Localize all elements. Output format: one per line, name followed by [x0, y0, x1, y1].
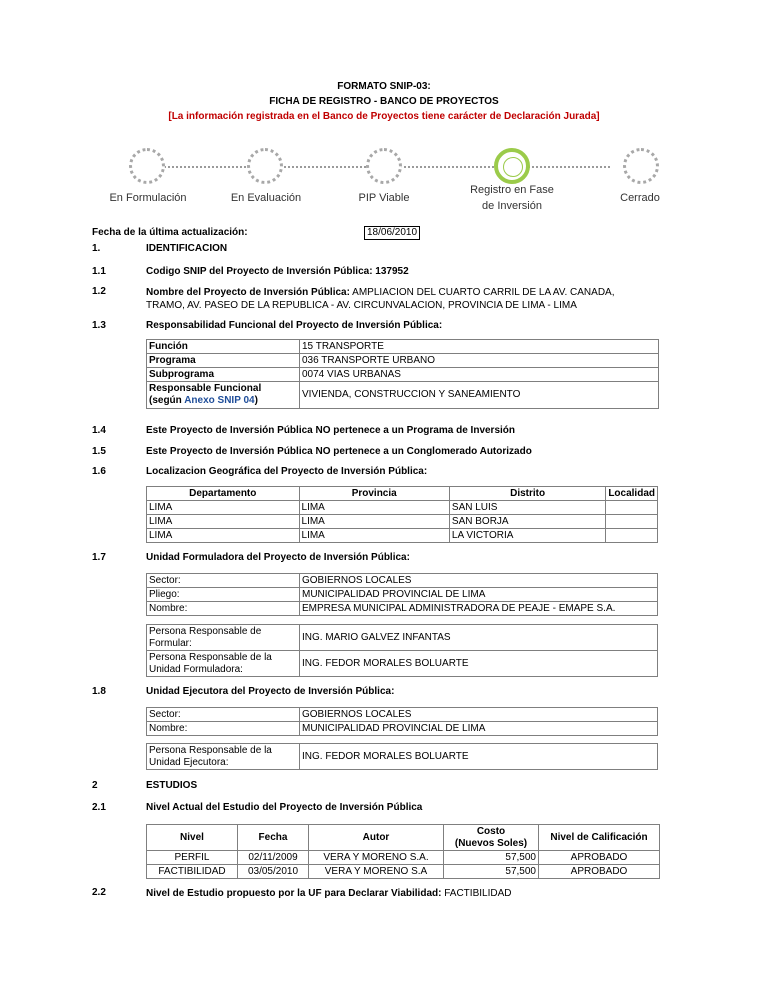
uf-sector-value: GOBIERNOS LOCALES [300, 574, 658, 588]
location-cell: SAN BORJA [449, 515, 605, 529]
ue-nombre-label: Nombre: [147, 722, 300, 736]
stage-label-viable: PIP Viable [358, 192, 410, 204]
ue-person-value: ING. FEDOR MORALES BOLUARTE [300, 744, 658, 770]
uf-person-unidad-value: ING. FEDOR MORALES BOLUARTE [300, 651, 658, 677]
stage-node-viable-icon [366, 148, 402, 184]
sworn-declaration-notice: [La información registrada en el Banco de Proyectos tiene carácter de Declaración Jurada] [168, 111, 600, 122]
programa-value: 036 TRANSPORTE URBANO [300, 354, 659, 368]
responsable-funcional-label [147, 382, 300, 409]
stage-label-inversion-2: de Inversión [482, 200, 542, 212]
responsable-funcional-value: VIVIENDA, CONSTRUCCION Y SANEAMIENTO [300, 382, 659, 409]
uf-pliego-value: MUNICIPALIDAD PROVINCIAL DE LIMA [300, 588, 658, 602]
project-name [146, 286, 706, 312]
section-1-8-title: Unidad Ejecutora del Proyecto de Inversión Pública: [146, 686, 395, 697]
studies-header-costo [444, 825, 539, 851]
study-costo: 57,500 [444, 865, 539, 879]
location-cell: LIMA [299, 515, 449, 529]
responsable-funcional-line1: Responsable Funcional [149, 383, 262, 394]
conglomerado-statement: Este Proyecto de Inversión Pública NO pertenece a un Conglomerado Autorizado [146, 446, 532, 457]
ue-sector-label: Sector: [147, 708, 300, 722]
programa-label: Programa [147, 354, 300, 368]
uf-person-unidad-label [147, 651, 300, 677]
uf-person-formular-label-1: Persona Responsable de [149, 625, 262, 637]
section-2-number: 2 [92, 780, 98, 791]
study-fecha: 03/05/2010 [238, 865, 309, 879]
functional-responsibility-table [146, 339, 659, 409]
proposed-study-level-label: Nivel de Estudio propuesto por la UF para Declarar Viabilidad: [146, 888, 442, 899]
location-header-localidad: Localidad [606, 487, 658, 501]
table-row [147, 501, 658, 515]
ue-nombre-value: MUNICIPALIDAD PROVINCIAL DE LIMA [300, 722, 658, 736]
section-1-6-number: 1.6 [92, 466, 106, 477]
location-cell [606, 501, 658, 515]
section-1-5-number: 1.5 [92, 446, 106, 457]
stage-node-formulacion-icon [129, 148, 165, 184]
studies-header-fecha: Fecha [238, 825, 309, 851]
formulating-unit-persons-table [146, 624, 658, 677]
stage-label-evaluacion: En Evaluación [230, 192, 302, 204]
table-row [147, 515, 658, 529]
table-row [147, 529, 658, 543]
section-1-number: 1. [92, 243, 101, 254]
ue-person-label-2: Unidad Ejecutora: [149, 756, 229, 768]
studies-header-nivel: Nivel [147, 825, 238, 851]
location-header-departamento: Departamento [147, 487, 300, 501]
study-nivel: FACTIBILIDAD [147, 865, 238, 879]
study-autor: VERA Y MORENO S.A. [309, 851, 444, 865]
studies-header-autor: Autor [309, 825, 444, 851]
table-row [147, 865, 660, 879]
uf-person-unidad-label-1: Persona Responsable de la [149, 651, 272, 663]
stage-label-inversion-1: Registro en Fase [470, 184, 554, 196]
ue-person-label [147, 744, 300, 770]
studies-table [146, 824, 660, 879]
section-1-8-number: 1.8 [92, 686, 106, 697]
responsable-funcional-line2a: (según [149, 395, 185, 406]
form-title: FORMATO SNIP-03: [337, 81, 431, 92]
study-calificacion: APROBADO [539, 865, 660, 879]
last-update-date: 18/06/2010 [364, 226, 420, 240]
location-cell: LIMA [299, 529, 449, 543]
study-costo: 57,500 [444, 851, 539, 865]
section-1-2-number: 1.2 [92, 286, 106, 297]
uf-person-formular-value: ING. MARIO GALVEZ INFANTAS [300, 625, 658, 651]
uf-sector-label: Sector: [147, 574, 300, 588]
project-name-value-1: AMPLIACION DEL CUARTO CARRIL DE LA AV. CANADA, [349, 287, 615, 298]
study-calificacion: APROBADO [539, 851, 660, 865]
uf-nombre-label: Nombre: [147, 602, 300, 616]
stage-label-formulacion: En Formulación [109, 192, 187, 204]
stage-label-cerrado: Cerrado [620, 192, 660, 204]
location-table [146, 486, 658, 543]
stage-node-cerrado-icon [623, 148, 659, 184]
programa-inversion-statement: Este Proyecto de Inversión Pública NO pertenece a un Programa de Inversión [146, 425, 516, 436]
uf-person-formular-label-2: Formular: [149, 637, 192, 649]
uf-person-unidad-label-2: Unidad Formuladora: [149, 663, 243, 675]
subprograma-label: Subprograma [147, 368, 300, 382]
section-1-3-title: Responsabilidad Funcional del Proyecto de Inversión Pública: [146, 320, 443, 331]
funcion-label: Función [147, 340, 300, 354]
executing-unit-person-table [146, 743, 658, 770]
responsable-funcional-line2c: ) [254, 395, 258, 406]
formulating-unit-table [146, 573, 658, 616]
location-cell: LIMA [299, 501, 449, 515]
project-name-label: Nombre del Proyecto de Inversión Pública: [146, 287, 350, 298]
study-fecha: 02/11/2009 [238, 851, 309, 865]
table-row [147, 851, 660, 865]
section-2-1-number: 2.1 [92, 802, 106, 813]
proposed-study-level [146, 887, 511, 900]
form-subtitle: FICHA DE REGISTRO - BANCO DE PROYECTOS [269, 96, 499, 107]
section-1-7-title: Unidad Formuladora del Proyecto de Inversión Pública: [146, 552, 410, 563]
studies-header-costo-2: (Nuevos Soles) [454, 837, 528, 849]
stage-node-evaluacion-icon [247, 148, 283, 184]
ue-sector-value: GOBIERNOS LOCALES [300, 708, 658, 722]
section-1-6-title: Localizacion Geográfica del Proyecto de Inversión Pública: [146, 466, 428, 477]
section-1-7-number: 1.7 [92, 552, 106, 563]
location-cell: LIMA [147, 529, 300, 543]
uf-person-formular-label [147, 625, 300, 651]
section-2-1-title: Nivel Actual del Estudio del Proyecto de Inversión Pública [146, 802, 423, 813]
location-header-distrito: Distrito [449, 487, 605, 501]
ue-person-label-1: Persona Responsable de la [149, 744, 272, 756]
section-2-2-number: 2.2 [92, 887, 106, 898]
location-cell: LIMA [147, 515, 300, 529]
location-header-provincia: Provincia [299, 487, 449, 501]
section-1-4-number: 1.4 [92, 425, 106, 436]
subprograma-value: 0074 VIAS URBANAS [300, 368, 659, 382]
proposed-study-level-value: FACTIBILIDAD [441, 888, 512, 899]
study-autor: VERA Y MORENO S.A [309, 865, 444, 879]
location-cell: SAN LUIS [449, 501, 605, 515]
section-1-title: IDENTIFICACION [146, 243, 228, 254]
location-cell [606, 515, 658, 529]
studies-header-costo-1: Costo [476, 825, 506, 837]
location-cell: LA VICTORIA [449, 529, 605, 543]
uf-pliego-label: Pliego: [147, 588, 300, 602]
project-name-value-2: TRAMO, AV. PASEO DE LA REPUBLICA - AV. CIRCUNVALACION, PROVINCIA DE LIMA - LIMA [146, 300, 577, 311]
section-1-1-number: 1.1 [92, 266, 106, 277]
funcion-value: 15 TRANSPORTE [300, 340, 659, 354]
location-cell [606, 529, 658, 543]
uf-nombre-value: EMPRESA MUNICIPAL ADMINISTRADORA DE PEAJE - EMAPE S.A. [300, 602, 658, 616]
anexo-snip-04-link[interactable]: Anexo SNIP 04 [184, 395, 255, 406]
study-nivel: PERFIL [147, 851, 238, 865]
section-2-title: ESTUDIOS [146, 780, 198, 791]
studies-header-calificacion: Nivel de Calificación [539, 825, 660, 851]
section-1-3-number: 1.3 [92, 320, 106, 331]
stage-node-inversion-active-icon [494, 148, 530, 184]
snip-code: Codigo SNIP del Proyecto de Inversión Pública: 137952 [146, 266, 409, 277]
last-update-label: Fecha de la última actualización: [92, 227, 248, 238]
executing-unit-table [146, 707, 658, 736]
location-cell: LIMA [147, 501, 300, 515]
